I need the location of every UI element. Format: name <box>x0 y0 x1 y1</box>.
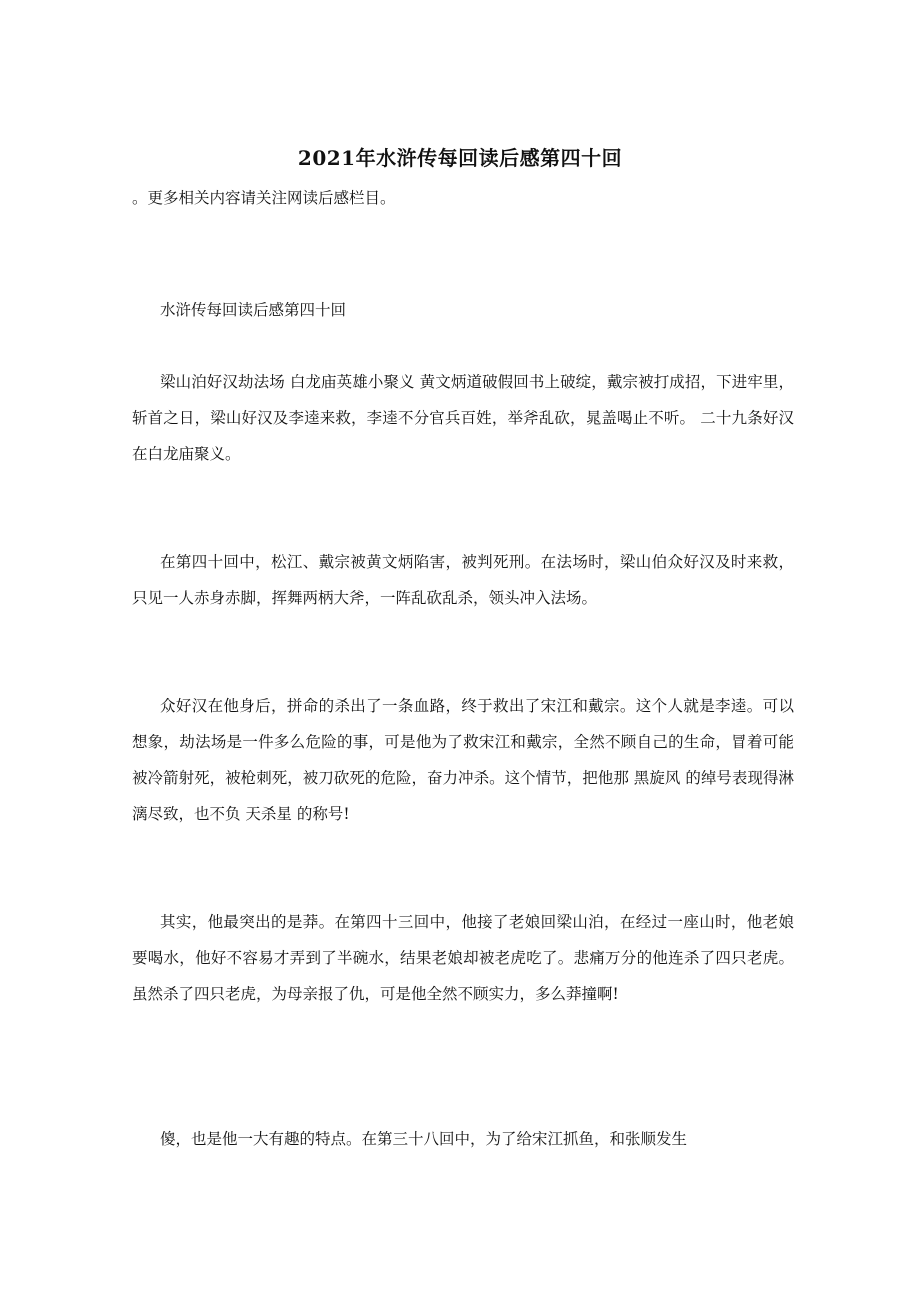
body-paragraph-4: 其实，他最突出的是莽。在第四十三回中，他接了老娘回梁山泊，在经过一座山时，他老娘要喝水，他好不容易才弄到了半碗水，结果老娘却被老虎吃了。悲痛万分的他连杀了四只老虎。虽然杀了四只老虎，为母亲报了仇，可是他全然不顾实力，多么莽撞啊! <box>132 913 794 1003</box>
document-title: 2021年水浒传每回读后感第四十回 <box>297 146 623 170</box>
body-paragraph-5: 傻，也是他一大有趣的特点。在第三十八回中，为了给宋江抓鱼，和张顺发生 <box>160 1130 688 1148</box>
body-paragraph-1: 梁山泊好汉劫法场 白龙庙英雄小聚义 黄文炳道破假回书上破绽，戴宗被打成招，下进牢里，斩首之日，梁山好汉及李逵来救，李逵不分官兵百姓，举斧乱砍，晁盖喝止不听。 二十九条好汉在白龙庙聚义。 <box>132 373 794 463</box>
body-paragraph-3: 众好汉在他身后，拼命的杀出了一条血路，终于救出了宋江和戴宗。这个人就是李逵。可以想象，劫法场是一件多么危险的事，可是他为了救宋江和戴宗，全然不顾自己的生命，冒着可能被冷箭射死，被枪刺死，被刀砍死的危险，奋力冲杀。这个情节，把他那 黑旋风 的绰号表现得淋漓尽致，也不负 天杀星 的称号! <box>132 697 794 823</box>
body-paragraph-2: 在第四十回中，松江、戴宗被黄文炳陷害，被判死刑。在法场时，梁山伯众好汉及时来救，只见一人赤身赤脚，挥舞两柄大斧，一阵乱砍乱杀，领头冲入法场。 <box>132 553 794 607</box>
intro-line: 。更多相关内容请关注网读后感栏目。 <box>132 189 396 207</box>
subtitle-paragraph: 水浒传每回读后感第四十回 <box>160 301 347 319</box>
